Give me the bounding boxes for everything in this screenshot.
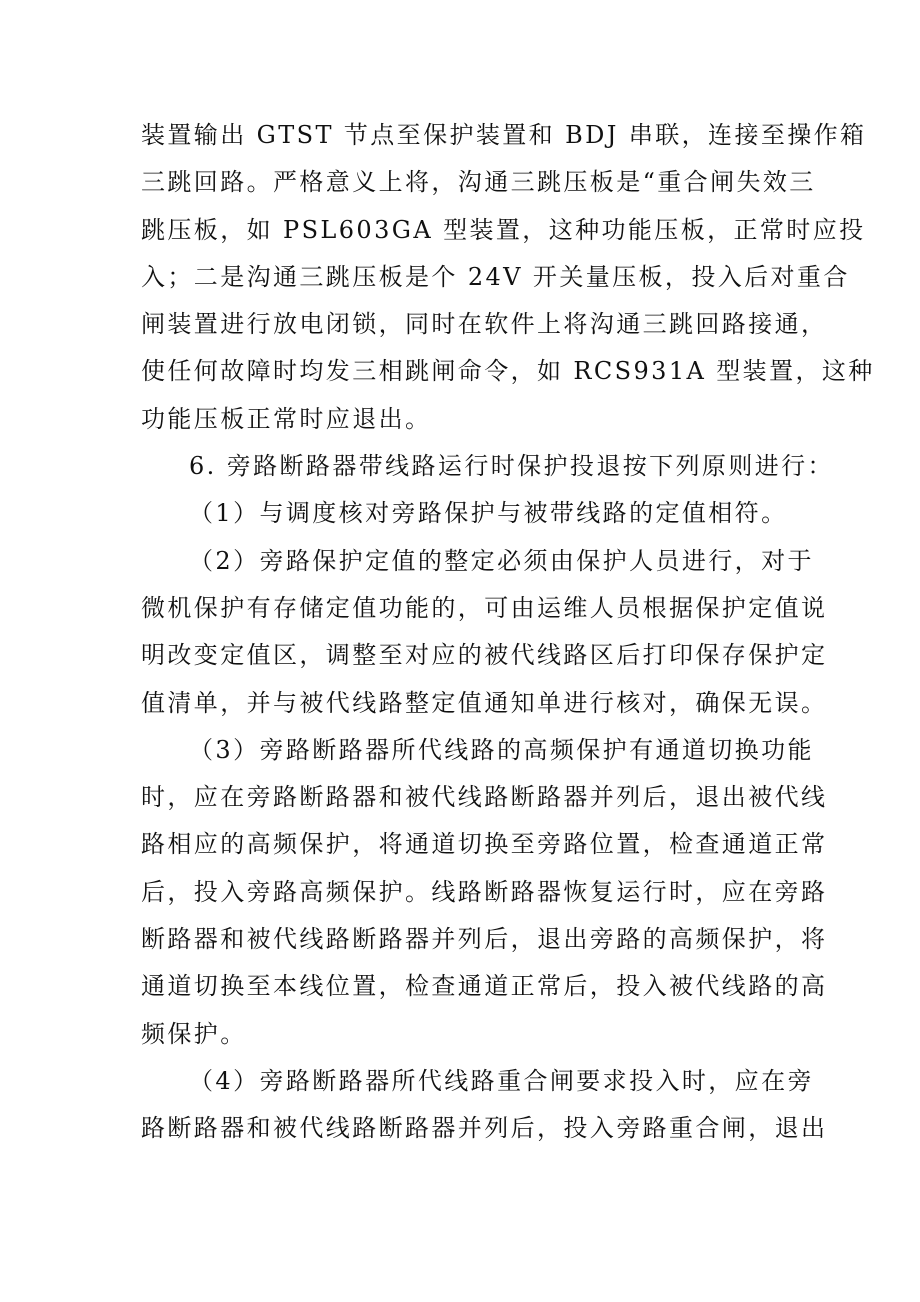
text-line: 频保护。	[141, 1019, 247, 1048]
text-line: （2）旁路保护定值的整定必须由保护人员进行，对于	[189, 546, 814, 575]
text-line: 功能压板正常时应退出。	[141, 404, 432, 433]
text-line: 入；二是沟通三跳压板是个 24V 开关量压板，投入后对重合	[141, 262, 850, 291]
document-body	[141, 112, 875, 1153]
paragraph	[141, 112, 875, 443]
text-line: 值清单，并与被代线路整定值通知单进行核对，确保无误。	[141, 688, 828, 717]
text-line: （1）与调度核对旁路保护与被带线路的定值相符。	[189, 499, 788, 528]
text-line: 6. 旁路断路器带线路运行时保护投退按下列原则进行：	[189, 452, 834, 481]
paragraph	[141, 1058, 828, 1153]
paragraph	[141, 727, 828, 1058]
text-line: 三跳回路。严格意义上将，沟通三跳压板是“重合闸失效三	[141, 168, 816, 197]
text-line: 时，应在旁路断路器和被代线路断路器并列后，退出被代线	[141, 783, 828, 812]
text-line: （4）旁路断路器所代线路重合闸要求投入时，应在旁	[189, 1066, 814, 1095]
text-line: 使任何故障时均发三相跳闸命令，如 RCS931A 型装置，这种	[141, 357, 875, 386]
text-line: 闸装置进行放电闭锁，同时在软件上将沟通三跳回路接通，	[141, 310, 828, 339]
text-line: 跳压板，如 PSL603GA 型装置，这种功能压板，正常时应投	[141, 215, 866, 244]
paragraph	[141, 490, 788, 537]
paragraph	[141, 538, 828, 727]
text-line: 通道切换至本线位置，检查通道正常后，投入被代线路的高	[141, 972, 828, 1001]
text-line: （3）旁路断路器所代线路的高频保护有通道切换功能	[189, 735, 814, 764]
text-line: 装置输出 GTST 节点至保护装置和 BDJ 串联，连接至操作箱	[141, 121, 867, 149]
text-line: 路断路器和被代线路断路器并列后，投入旁路重合闸，退出	[141, 1114, 828, 1143]
paragraph	[141, 443, 834, 490]
text-line: 路相应的高频保护，将通道切换至旁路位置，检查通道正常	[141, 830, 828, 859]
text-line: 后，投入旁路高频保护。线路断路器恢复运行时，应在旁路	[141, 877, 828, 906]
text-line: 断路器和被代线路断路器并列后，退出旁路的高频保护，将	[141, 925, 828, 954]
text-line: 明改变定值区，调整至对应的被代线路区后打印保存保护定	[141, 641, 828, 670]
text-line: 微机保护有存储定值功能的，可由运维人员根据保护定值说	[141, 593, 828, 622]
